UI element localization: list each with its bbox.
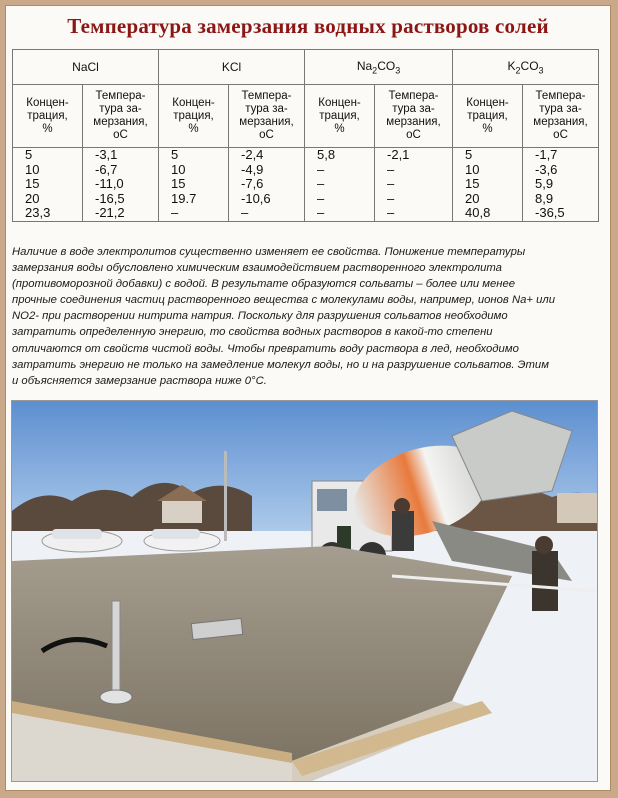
paragraph-line: и объясняется замерзание раствора ниже 0°С. [12, 374, 267, 387]
freezing-temp-header: Темпера- тура за- мерзания, оС [83, 85, 159, 148]
concentration-cell: – [305, 163, 375, 178]
freezing-temp-cell: – [375, 163, 453, 178]
concentration-cell: 40,8 [453, 206, 523, 221]
paragraph-line: (противоморозной добавки) с водой. В результате образуются сольваты – более или менее [12, 278, 516, 291]
concentration-cell: 10 [159, 163, 229, 178]
salt-header-nacl: NaCl [13, 50, 159, 85]
concentration-cell: – [159, 206, 229, 221]
table-row [13, 206, 599, 221]
concentration-cell: 20 [13, 192, 83, 207]
freezing-temp-cell: -21,2 [83, 206, 159, 221]
salt-header-kcl: KCl [159, 50, 305, 85]
paragraph-line: затратить определенную энергию, то свойства водных растворов в какой-то степени [12, 326, 493, 339]
freezing-temp-cell: -2,1 [375, 148, 453, 163]
freezing-temp-header: Темпера- тура за- мерзания, оС [229, 85, 305, 148]
freezing-temp-cell: -10,6 [229, 192, 305, 207]
body-paragraph [12, 244, 594, 389]
freezing-temp-cell: -16,5 [83, 192, 159, 207]
concentration-cell: 5 [453, 148, 523, 163]
freezing-temp-cell: – [375, 206, 453, 221]
concentration-header: Концен- трация, % [453, 85, 523, 148]
concentration-cell: 10 [13, 163, 83, 178]
paragraph-line: NO2- при растворении нитрита натрия. Поскольку для разрушения сольватов необходимо [12, 310, 508, 323]
freezing-temp-cell: -3,6 [523, 163, 599, 178]
paragraph-line: затратить энергию не только на замедление молекул воды, но и на разрушение сольватов. Этим [12, 358, 549, 371]
freezing-temp-header: Темпера- тура за- мерзания, оС [375, 85, 453, 148]
concentration-cell: 5 [159, 148, 229, 163]
concentration-cell: 5,8 [305, 148, 375, 163]
concrete-pouring-illustration [12, 401, 597, 781]
freezing-temp-cell: -7,6 [229, 177, 305, 192]
concentration-cell: – [305, 192, 375, 207]
freezing-temp-cell: – [375, 177, 453, 192]
freezing-temp-cell: -36,5 [523, 206, 599, 221]
concentration-header: Концен- трация, % [159, 85, 229, 148]
concentration-header: Концен- трация, % [13, 85, 83, 148]
freezing-temp-cell: -4,9 [229, 163, 305, 178]
paragraph-line: прочные соединения частиц растворенного вещества с молекулами воды, например, ионов Na+ или [12, 294, 556, 307]
freezing-temp-cell: – [375, 192, 453, 207]
concentration-cell: 23,3 [13, 206, 83, 221]
salt-header-na2co3: $Na_2CO_3$ [305, 50, 453, 85]
concentration-cell: 15 [13, 177, 83, 192]
paragraph-line: отличаются от свойств чистой воды. Чтобы превратить воду раствора в лед, необходимо [12, 342, 519, 355]
concentration-header: Концен- трация, % [305, 85, 375, 148]
freezing-temperature-table [12, 49, 599, 222]
concentration-cell: – [305, 206, 375, 221]
table-row [13, 163, 599, 178]
paragraph-line: замерзания воды обусловлено химическим взаимодействием растворенного электролита [12, 262, 502, 275]
table-row [13, 192, 599, 207]
freezing-temp-cell: -1,7 [523, 148, 599, 163]
concentration-cell: – [305, 177, 375, 192]
freezing-temp-cell: 5,9 [523, 177, 599, 192]
concentration-cell: 15 [159, 177, 229, 192]
concentration-cell: 5 [13, 148, 83, 163]
freezing-temp-cell: – [229, 206, 305, 221]
concentration-cell: 15 [453, 177, 523, 192]
page-title: Температура замерзания водных растворов солей [67, 14, 549, 38]
freezing-temp-cell: -3,1 [83, 148, 159, 163]
concentration-cell: 20 [453, 192, 523, 207]
freezing-temp-cell: -2,4 [229, 148, 305, 163]
freezing-temp-cell: -11,0 [83, 177, 159, 192]
table-row [13, 177, 599, 192]
construction-photo [11, 400, 598, 782]
table-row [13, 148, 599, 163]
freezing-temp-cell: 8,9 [523, 192, 599, 207]
concentration-cell: 19.7 [159, 192, 229, 207]
paragraph-line: Наличие в воде электролитов существенно изменяет ее свойства. Понижение температуры [12, 246, 526, 258]
freezing-temp-header: Темпера- тура за- мерзания, оС [523, 85, 599, 148]
salt-header-k2co3: $K_2CO_3$ [453, 50, 599, 85]
concentration-cell: 10 [453, 163, 523, 178]
freezing-temp-cell: -6,7 [83, 163, 159, 178]
